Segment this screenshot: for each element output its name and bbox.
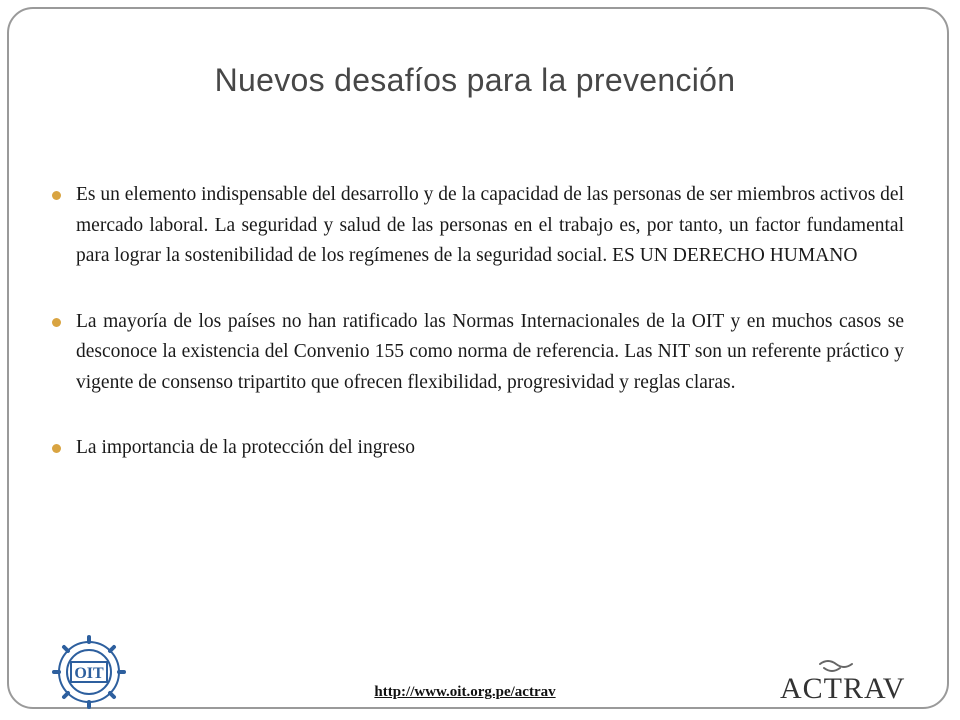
bullet-dot-icon bbox=[52, 444, 61, 453]
bullet-item-3 bbox=[52, 433, 904, 464]
oit-logo-text: OIT bbox=[74, 665, 104, 682]
bullet-text: La importancia de la protección del ingreso bbox=[76, 437, 415, 458]
actrav-logo-icon bbox=[768, 654, 908, 710]
bullet-text: Es un elemento indispensable del desarrollo y de la capacidad de las personas de ser miembros activos del mercado laboral. La seguridad y salud de las personas en el trabajo es, por tanto, un factor fundamental para lograr la sostenibilidad de los regímenes de la seguridad social. ES UN DERECHO HUMANO bbox=[76, 184, 904, 266]
actrav-logo-text: ACTRAV bbox=[780, 672, 906, 705]
bullet-dot-icon bbox=[52, 318, 61, 327]
bullet-dot-icon bbox=[52, 191, 61, 200]
bullet-list bbox=[52, 180, 904, 499]
slide-title: Nuevos desafíos para la prevención bbox=[214, 62, 736, 98]
footer-url-link[interactable]: http://www.oit.org.pe/actrav bbox=[374, 684, 556, 700]
bullet-item-2 bbox=[52, 307, 904, 399]
bullet-item-1 bbox=[52, 180, 904, 272]
bullet-text: La mayoría de los países no han ratificado las Normas Internacionales de la OIT y en muchos casos se desconoce la existencia del Convenio 155 como norma de referencia. Las NIT son un referente práctico y vigente de consenso tripartito que ofrecen flexibilidad, progresividad y reglas claras. bbox=[76, 310, 904, 393]
